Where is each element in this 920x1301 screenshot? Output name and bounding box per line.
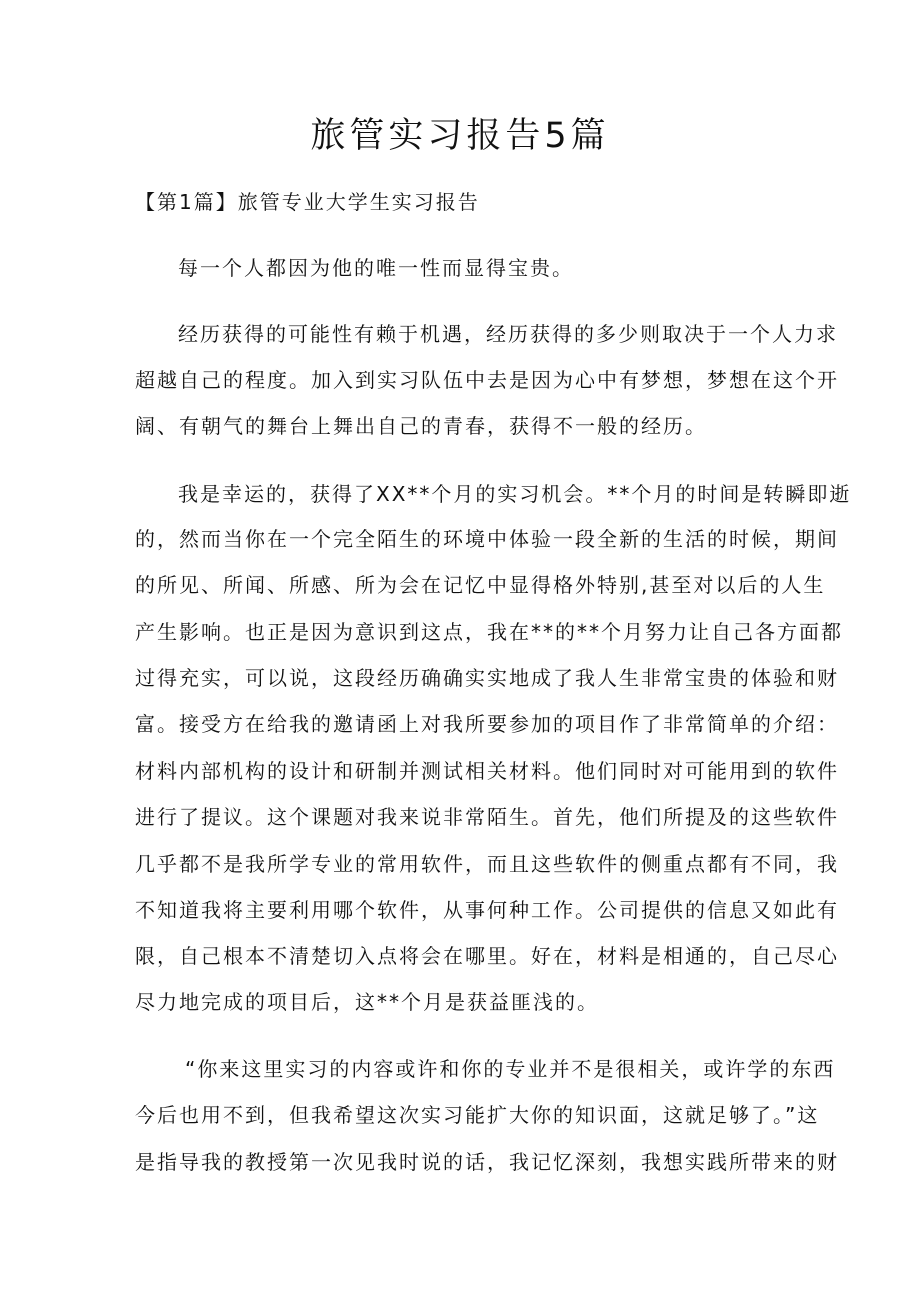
text-line: 产生影响。也正是因为意识到这点，我在**的**个月努力让自己各方面都 [135, 620, 843, 644]
section-heading: 【第1篇】旅管专业大学生实习报告 [135, 190, 480, 214]
text-line: 进行了提议。这个课题对我来说非常陌生。首先，他们所提及的这些软件 [135, 805, 839, 829]
text-line: 不知道我将主要利用哪个软件，从事何种工作。公司提供的信息又如此有 [135, 898, 839, 922]
text-line: 我是幸运的，获得了XX**个月的实习机会。**个月的时间是转瞬即逝 [178, 482, 852, 506]
text-line: “你来这里实习的内容或许和你的专业并不是很相关，或许学的东西 [185, 1057, 836, 1081]
text-line: 的所见、所闻、所感、所为会在记忆中显得格外特别,甚至对以后的人生 [135, 573, 826, 597]
text-line: 材料内部机构的设计和研制并测试相关材料。他们同时对可能用到的软件 [135, 759, 839, 783]
text-line: 限，自己根本不清楚切入点将会在哪里。好在，材料是相通的，自己尽心 [135, 944, 839, 968]
text-line: 尽力地完成的项目后，这**个月是获益匪浅的。 [135, 990, 599, 1014]
text-line: 的，然而当你在一个完全陌生的环境中体验一段全新的生活的时候，期间 [135, 527, 839, 551]
text-line: 今后也用不到，但我希望这次实习能扩大你的知识面，这就足够了。”这 [135, 1103, 820, 1127]
text-line: 富。接受方在给我的邀请函上对我所要参加的项目作了非常简单的介绍： [135, 712, 839, 736]
text-line: 每一个人都因为他的唯一性而显得宝贵。 [178, 256, 574, 280]
text-line: 超越自己的程度。加入到实习队伍中去是因为心中有梦想，梦想在这个开 [135, 368, 839, 392]
document-title: 旅管实习报告5篇 [310, 116, 610, 156]
text-line: 几乎都不是我所学专业的常用软件，而且这些软件的侧重点都有不同，我 [135, 852, 839, 876]
text-line: 过得充实，可以说，这段经历确确实实地成了我人生非常宝贵的体验和财 [135, 666, 839, 690]
text-line: 经历获得的可能性有赖于机遇，经历获得的多少则取决于一个人力求 [178, 322, 838, 346]
text-line: 阔、有朝气的舞台上舞出自己的青春，获得不一般的经历。 [135, 414, 707, 438]
text-line: 是指导我的教授第一次见我时说的话，我记忆深刻，我想实践所带来的财 [135, 1150, 839, 1174]
